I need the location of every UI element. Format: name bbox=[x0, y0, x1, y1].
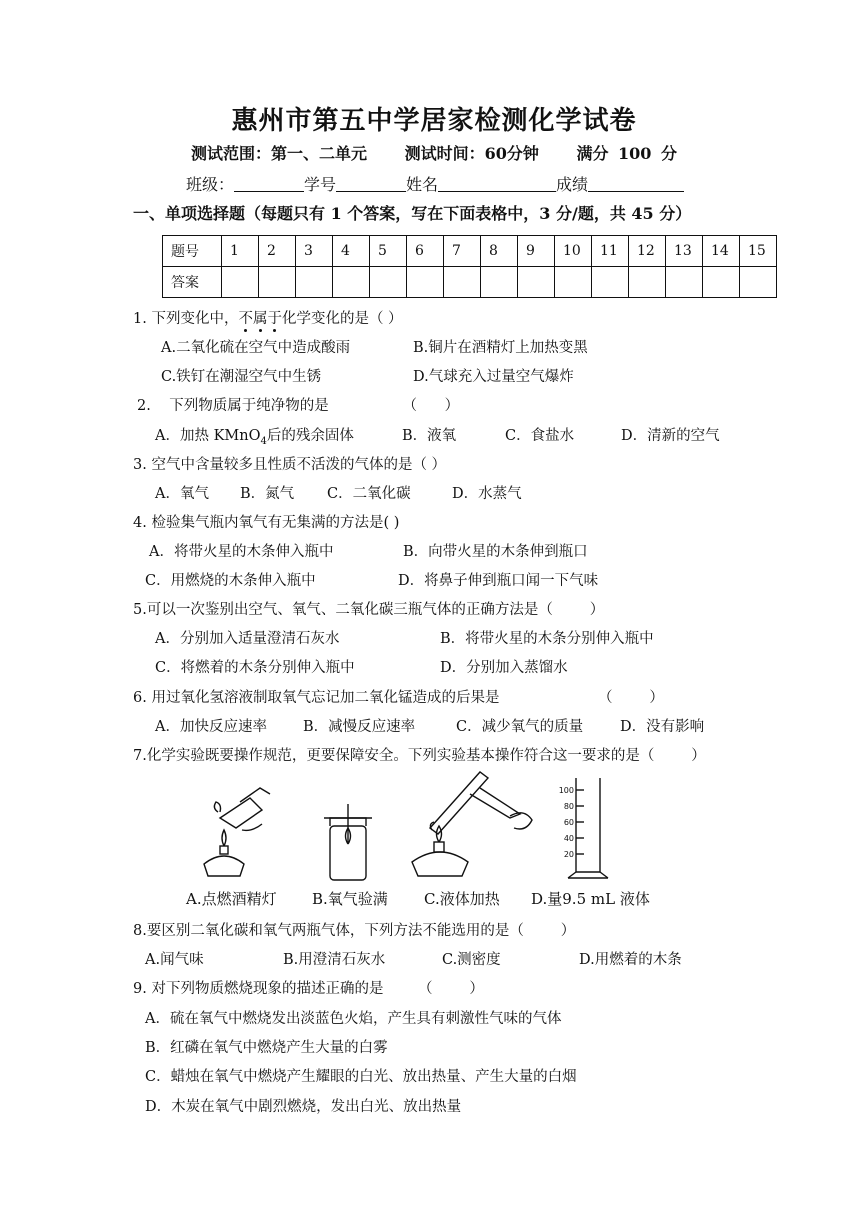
answer-cell[interactable] bbox=[555, 267, 592, 298]
test-scope: 测试范围：第一、二单元 bbox=[191, 144, 368, 163]
question-number-row bbox=[163, 236, 777, 267]
question-6-option-b[interactable]: B．减慢反应速率 bbox=[303, 719, 416, 735]
question-5-option-b[interactable]: B．将带火星的木条分别伸入瓶中 bbox=[440, 631, 654, 647]
option-text: 后的残余固体 bbox=[266, 428, 354, 444]
grade-label: 成绩 bbox=[556, 175, 589, 194]
answer-cell[interactable] bbox=[333, 267, 370, 298]
question-6-paren: （ ） bbox=[598, 690, 664, 706]
question-2-option-d[interactable]: D．清新的空气 bbox=[621, 428, 720, 444]
question-7-option-b[interactable]: B.氧气验满 bbox=[312, 890, 388, 908]
class-label: 班级： bbox=[186, 175, 235, 194]
stem-text: 1. 下列变化中， bbox=[133, 311, 239, 327]
question-number-cell: 15 bbox=[740, 236, 777, 267]
question-1-option-c[interactable]: C.铁钉在潮湿空气中生锈 bbox=[161, 369, 322, 385]
answer-cell[interactable] bbox=[666, 267, 703, 298]
question-3-stem: 3. 空气中含量较多且性质不活泼的气体的是（ ） bbox=[133, 457, 447, 473]
question-4-option-b[interactable]: B．向带火星的木条伸到瓶口 bbox=[403, 544, 588, 560]
answer-cell[interactable] bbox=[629, 267, 666, 298]
question-7-option-a[interactable]: A.点燃酒精灯 bbox=[186, 890, 277, 908]
answer-cell[interactable] bbox=[444, 267, 481, 298]
answer-cell[interactable] bbox=[518, 267, 555, 298]
answer-cell[interactable] bbox=[296, 267, 333, 298]
answer-cell[interactable] bbox=[481, 267, 518, 298]
question-8-stem: 8.要区别二氧化碳和氧气两瓶气体，下列方法不能选用的是（ ） bbox=[133, 923, 576, 939]
row-label-number: 题号 bbox=[163, 236, 222, 267]
question-4-option-d[interactable]: D．将鼻子伸到瓶口闻一下气味 bbox=[398, 573, 599, 589]
question-8-option-c[interactable]: C.测密度 bbox=[442, 952, 501, 968]
question-number-cell: 7 bbox=[444, 236, 481, 267]
question-1-option-b[interactable]: B.铜片在酒精灯上加热变黑 bbox=[413, 340, 588, 356]
emphasis-char: 属 bbox=[252, 311, 268, 327]
cylinder-tick-100: 100 bbox=[558, 786, 574, 795]
question-2-option-b[interactable]: B．液氧 bbox=[402, 428, 457, 444]
question-8-option-b[interactable]: B.用澄清石灰水 bbox=[283, 952, 386, 968]
question-1-option-a[interactable]: A.二氧化硫在空气中造成酸雨 bbox=[161, 340, 351, 356]
question-5-option-d[interactable]: D．分别加入蒸馏水 bbox=[440, 660, 568, 676]
question-9-option-a[interactable]: A．硫在氧气中燃烧发出淡蓝色火焰，产生具有刺激性气味的气体 bbox=[145, 1011, 562, 1027]
question-number-cell: 5 bbox=[370, 236, 407, 267]
question-8-option-d[interactable]: D.用燃着的木条 bbox=[579, 952, 682, 968]
answer-cell[interactable] bbox=[259, 267, 296, 298]
question-6-option-d[interactable]: D．没有影响 bbox=[620, 719, 705, 735]
question-5-stem: 5.可以一次鉴别出空气、氧气、二氧化碳三瓶气体的正确方法是（ ） bbox=[133, 602, 605, 618]
question-7-stem: 7.化学实验既要操作规范，更要保障安全。下列实验基本操作符合这一要求的是（ ） bbox=[133, 748, 706, 764]
question-number-cell: 2 bbox=[259, 236, 296, 267]
question-3-option-b[interactable]: B．氮气 bbox=[240, 486, 295, 502]
question-8-option-a[interactable]: A.闻气味 bbox=[145, 952, 204, 968]
class-field[interactable] bbox=[234, 175, 304, 192]
answer-cell[interactable] bbox=[407, 267, 444, 298]
option-text: A．加热 KMnO bbox=[155, 428, 261, 444]
question-number-cell: 14 bbox=[703, 236, 740, 267]
name-label: 姓名 bbox=[406, 175, 439, 194]
cylinder-tick-20: 20 bbox=[563, 850, 574, 859]
alcohol-lamp-illustration-a bbox=[204, 788, 270, 876]
question-number-cell: 9 bbox=[518, 236, 555, 267]
answer-cell[interactable] bbox=[740, 267, 777, 298]
answer-cell[interactable] bbox=[222, 267, 259, 298]
exam-title: 惠州市第五中学居家检测化学试卷 bbox=[231, 106, 637, 136]
question-1-stem bbox=[133, 307, 403, 328]
question-9-option-d[interactable]: D．木炭在氧气中剧烈燃烧，发出白光、放出热量 bbox=[145, 1099, 462, 1115]
question-number-cell: 1 bbox=[222, 236, 259, 267]
answer-cell[interactable] bbox=[370, 267, 407, 298]
question-number-cell: 12 bbox=[629, 236, 666, 267]
student-info-line bbox=[186, 172, 684, 195]
lab-operations-figure bbox=[180, 768, 660, 888]
answer-cell[interactable] bbox=[592, 267, 629, 298]
test-tube-heating-illustration-c bbox=[412, 772, 532, 876]
question-3-option-c[interactable]: C．二氧化碳 bbox=[327, 486, 411, 502]
question-number-cell: 6 bbox=[407, 236, 444, 267]
question-2-stem: 2. 下列物质属于纯净物的是 （ ） bbox=[137, 398, 460, 414]
gas-jar-illustration-b bbox=[324, 804, 372, 880]
cylinder-tick-60: 60 bbox=[563, 818, 574, 827]
question-4-option-c[interactable]: C．用燃烧的木条伸入瓶中 bbox=[145, 573, 316, 589]
question-6-option-a[interactable]: A．加快反应速率 bbox=[155, 719, 267, 735]
cylinder-tick-40: 40 bbox=[563, 834, 574, 843]
number-field[interactable] bbox=[336, 175, 406, 192]
question-2-option-c[interactable]: C．食盐水 bbox=[505, 428, 575, 444]
question-7-option-d[interactable]: D.量9.5 mL 液体 bbox=[531, 890, 650, 908]
question-9-option-b[interactable]: B．红磷在氧气中燃烧产生大量的白雾 bbox=[145, 1040, 388, 1056]
stem-text: 化学变化的是（ ） bbox=[281, 311, 403, 327]
exam-subtitle bbox=[0, 141, 868, 164]
number-label: 学号 bbox=[304, 175, 337, 194]
answer-table bbox=[162, 235, 777, 298]
name-field[interactable] bbox=[438, 175, 556, 192]
question-7-option-c[interactable]: C.液体加热 bbox=[424, 890, 500, 908]
question-number-cell: 13 bbox=[666, 236, 703, 267]
cylinder-tick-80: 80 bbox=[563, 802, 574, 811]
question-number-cell: 3 bbox=[296, 236, 333, 267]
answer-row bbox=[163, 267, 777, 298]
question-number-cell: 8 bbox=[481, 236, 518, 267]
question-6-stem: 6. 用过氧化氢溶液制取氧气忘记加二氧化锰造成的后果是 bbox=[133, 690, 500, 706]
test-time: 测试时间：60分钟 bbox=[404, 144, 539, 163]
question-4-option-a[interactable]: A．将带火星的木条伸入瓶中 bbox=[149, 544, 334, 560]
section-heading: 一、单项选择题（每题只有 1 个答案，写在下面表格中，3 分/题，共 45 分） bbox=[133, 204, 692, 223]
question-4-stem: 4. 检验集气瓶内氧气有无集满的方法是( ) bbox=[133, 515, 400, 531]
question-number-cell: 4 bbox=[333, 236, 370, 267]
emphasis-char: 于 bbox=[267, 311, 282, 327]
question-9-stem: 9. 对下列物质燃烧现象的描述正确的是 bbox=[133, 981, 384, 997]
question-5-option-c[interactable]: C．将燃着的木条分别伸入瓶中 bbox=[155, 660, 355, 676]
row-label-answer: 答案 bbox=[163, 267, 222, 298]
grade-field[interactable] bbox=[588, 175, 684, 192]
graduated-cylinder-illustration-d bbox=[568, 778, 608, 878]
answer-cell[interactable] bbox=[703, 267, 740, 298]
question-2-option-a[interactable] bbox=[155, 424, 354, 447]
emphasis-char: 不 bbox=[238, 311, 253, 327]
question-1-option-d[interactable]: D.气球充入过量空气爆炸 bbox=[413, 369, 574, 385]
subscript: 4 bbox=[260, 435, 267, 447]
question-6-option-c[interactable]: C．减少氧气的质量 bbox=[456, 719, 584, 735]
question-5-option-a[interactable]: A．分别加入适量澄清石灰水 bbox=[155, 631, 340, 647]
question-3-option-a[interactable]: A．氧气 bbox=[155, 486, 209, 502]
question-number-cell: 11 bbox=[592, 236, 629, 267]
question-3-option-d[interactable]: D．水蒸气 bbox=[452, 486, 522, 502]
question-9-option-c[interactable]: C．蜡烛在氧气中燃烧产生耀眼的白光、放出热量、产生大量的白烟 bbox=[145, 1069, 577, 1085]
question-number-cell: 10 bbox=[555, 236, 592, 267]
full-score: 满分 100 分 bbox=[576, 144, 677, 163]
question-9-paren: （ ） bbox=[418, 981, 484, 997]
